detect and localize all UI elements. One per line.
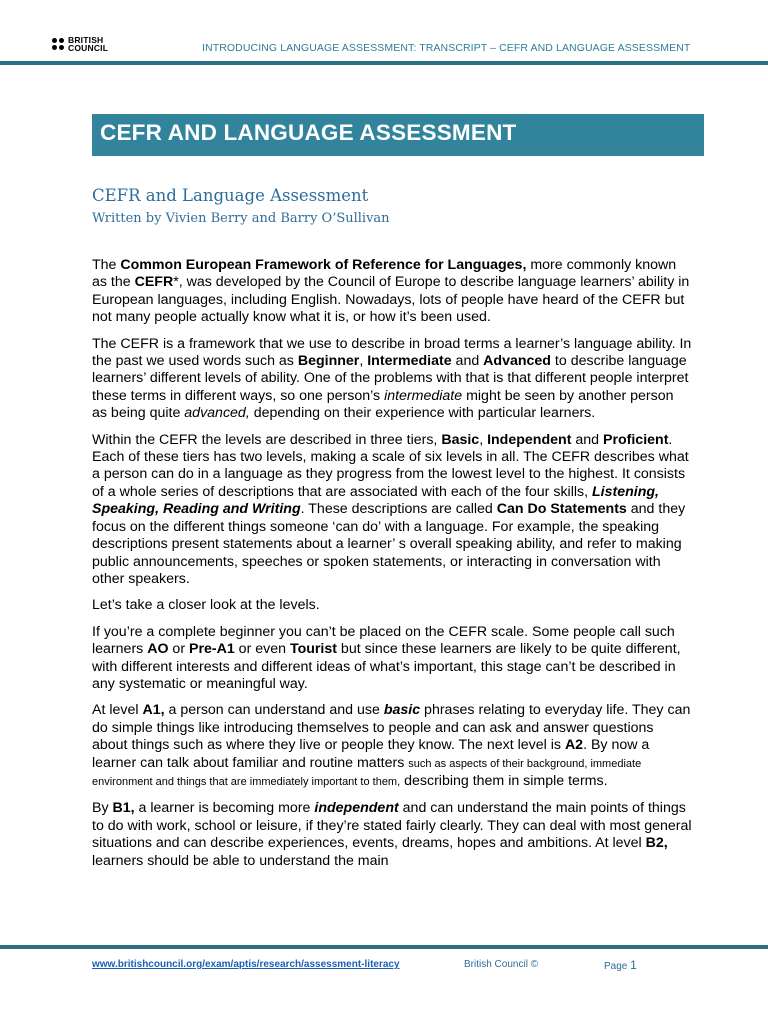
logo-line-2: COUNCIL xyxy=(68,43,109,53)
paragraph-3: Within the CEFR the levels are described in three tiers, Basic, Independent and Proficient. Each of these tiers has two levels, making a scale of six levels in all. The CEFR describes what a person can do in a language as they progress from the lowest level to the highest. It consists of a whole series of descriptions that are associated with each of the four skills, Listening, Speaking, Reading and Writing. These descriptions are called Can Do Statements and they focus on the different things someone ‘can do’ with a language. For example, the speaking descriptions present statements about a learner’ s overall speaking ability, and refer to making public announcements, speeches or spoken statements, or interacting in conversation with other speakers. xyxy=(92,431,689,587)
title-banner xyxy=(92,114,704,156)
article-body xyxy=(92,257,692,879)
banner-title: CEFR AND LANGUAGE ASSESSMENT xyxy=(100,120,517,145)
paragraph-4: Let’s take a closer look at the levels. xyxy=(92,597,320,614)
page-number: Page 1 xyxy=(604,958,637,972)
paragraph-2: The CEFR is a framework that we use to describe in broad terms a learner’s language ability. In the past we used words such as Beginner, Intermediate and Advanced to describe language learners’ different levels of ability. One of the problems with that is that different people interpret these terms in different ways, so one person’s intermediate might be seen by another person as being quite advanced, depending on their experience with particular learners. xyxy=(92,335,692,422)
paragraph-7: By B1, a learner is becoming more independent and can understand the main points of things to do with work, school or leisure, if they’re stated fairly clearly. They can deal with most general situations and can describe experiences, events, dreams, hopes and ambitions. At level B2, learners should be able to understand the main xyxy=(92,800,692,869)
british-council-logo xyxy=(52,36,108,52)
paragraph-1: The Common European Framework of Reference for Languages, more commonly known as the CEFR*, was developed by the Council of Europe to describe language learners’ ability in European languages, including English. Nowadays, lots of people have heard of the CEFR but not many people actually know what it is, or how it’s been used. xyxy=(92,257,690,326)
page-footer xyxy=(0,957,768,977)
header-divider xyxy=(0,61,768,65)
logo-line-1: BRITISH xyxy=(68,35,104,45)
footer-divider xyxy=(0,945,768,949)
footer-copyright: British Council © xyxy=(464,959,539,970)
paragraph-6: At level A1, a person can understand and use basic phrases relating to everyday life. They can do simple things like introducing themselves to people and can ask and answer questions about things such as where they live or people they know. The next level is A2. By now a learner can talk about familiar and routine matters such as aspects of their background, immediate environment and things that are immediately important to them, describing them in simple terms. xyxy=(92,702,691,789)
logo-dots-icon xyxy=(52,38,64,50)
assessment-literacy-link[interactable]: www.britishcouncil.org/exam/aptis/research/assessment-literacy xyxy=(92,959,400,970)
article-title: CEFR and Language Assessment xyxy=(92,186,369,205)
article-byline: Written by Vivien Berry and Barry O’Sullivan xyxy=(92,211,390,226)
page-header xyxy=(0,0,768,70)
running-header-title: INTRODUCING LANGUAGE ASSESSMENT: TRANSCRIPT – CEFR AND LANGUAGE ASSESSMENT xyxy=(202,42,691,54)
paragraph-5: If you’re a complete beginner you can’t be placed on the CEFR scale. Some people call such learners AO or Pre-A1 or even Tourist but since these learners are likely to be quite different, with different interests and different ideas of what’s important, this stage can’t be described in any systematic or meaningful way. xyxy=(92,623,681,692)
